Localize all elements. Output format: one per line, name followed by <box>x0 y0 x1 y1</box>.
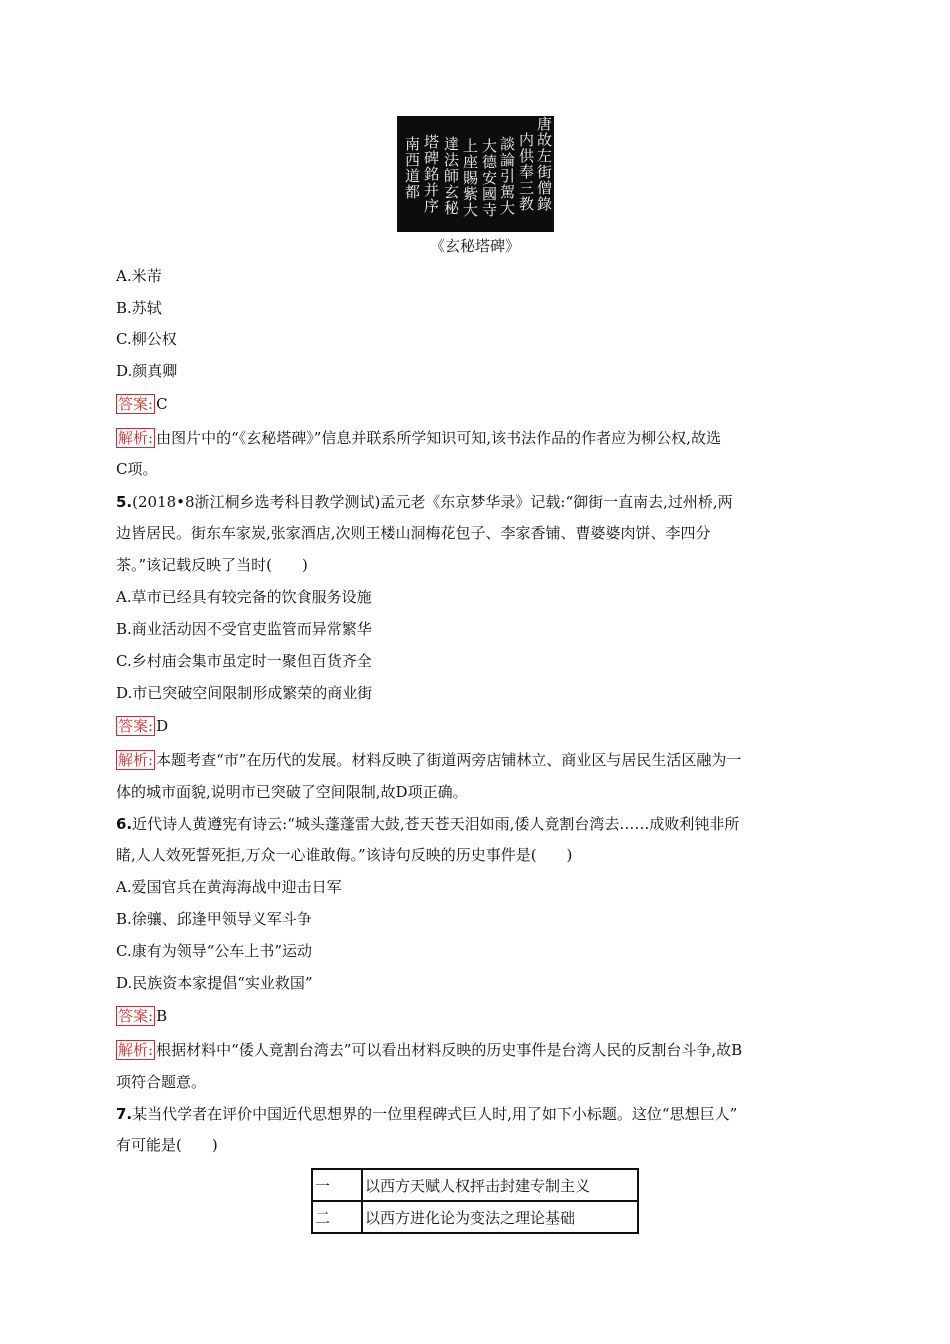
figure-caption: 《玄秘塔碑》 <box>429 237 520 255</box>
analysis-text: 由图片中的“《玄秘塔碑》”信息并联系所学知识可知,该书法作品的作者应为柳公权,故选 <box>156 429 721 447</box>
q6-stem <box>116 814 739 834</box>
table-cell-index: 一 <box>312 1169 362 1201</box>
stem-text: 某当代学者在评价中国近代思想界的一位里程碑式巨人时,用了如下小标题。这位“思想巨人” <box>132 1105 738 1123</box>
q6-option-d: D.民族资本家提倡“实业救国” <box>116 974 313 992</box>
table-row <box>312 1201 638 1233</box>
q4-option-c: C.柳公权 <box>116 330 177 348</box>
q6-stem-line: 睹,人人效死誓死拒,万众一心谁敢侮。”该诗句反映的历史事件是( ) <box>116 846 573 864</box>
q5-analysis <box>116 750 741 770</box>
q4-option-d: D.颜真卿 <box>116 362 178 380</box>
q5-option-b: B.商业活动因不受官吏监管而异常繁华 <box>116 620 372 638</box>
q5-stem-line: 茶。”该记载反映了当时( ) <box>116 556 308 574</box>
table-row <box>312 1169 638 1201</box>
q6-analysis <box>116 1040 742 1060</box>
q5-stem-line: 边皆居民。街东车家炭,张家酒店,次则王楼山洞梅花包子、李家香铺、曹婆婆肉饼、李四分 <box>116 524 711 542</box>
question-number: 6. <box>116 815 133 833</box>
q4-option-b: B.苏轼 <box>116 299 162 317</box>
q4-analysis <box>116 428 721 448</box>
stem-text: 近代诗人黄遵宪有诗云:“城头蓬蓬雷大鼓,苍天苍天泪如雨,倭人竟割台湾去……成败利钝非所 <box>132 815 740 833</box>
stem-text: (2018•8浙江桐乡选考科目教学测试)孟元老《东京梦华录》记载:“御街一直南去,过州桥,两 <box>132 493 733 511</box>
rubbing-column: 達法師玄秘 <box>442 136 460 216</box>
answer-value: D <box>156 717 169 735</box>
answer-label: 答案: <box>118 717 154 735</box>
table-cell-index: 二 <box>312 1201 362 1233</box>
analysis-label: 解析: <box>118 751 154 769</box>
q4-option-a: A.米芾 <box>116 267 162 285</box>
q7-heading-table <box>311 1168 639 1234</box>
stele-rubbing-image <box>397 116 554 232</box>
q4-answer <box>116 394 168 414</box>
q5-answer <box>116 716 168 736</box>
rubbing-column: 内供奉三教 <box>517 132 535 212</box>
q5-option-d: D.市已突破空间限制形成繁荣的商业街 <box>116 684 373 702</box>
answer-value: C <box>156 395 168 413</box>
rubbing-column: 南西道都 <box>403 136 421 200</box>
q6-option-c: C.康有为领导“公车上书”运动 <box>116 942 313 960</box>
q7-stem <box>116 1104 737 1124</box>
analysis-text: 本题考查“市”在历代的发展。材料反映了街道两旁店铺林立、商业区与居民生活区融为一 <box>156 751 742 769</box>
question-number: 5. <box>116 493 133 511</box>
answer-value: B <box>156 1007 168 1025</box>
rubbing-column: 塔碑銘并序 <box>422 134 440 214</box>
q6-option-b: B.徐骧、邱逢甲领导义军斗争 <box>116 910 312 928</box>
q7-stem-line: 有可能是( ) <box>116 1136 218 1154</box>
analysis-label: 解析: <box>118 1041 154 1059</box>
table-cell-text: 以西方天赋人权抨击封建专制主义 <box>362 1169 638 1201</box>
q5-option-a: A.草市已经具有较完备的饮食服务设施 <box>116 588 372 606</box>
question-number: 7. <box>116 1105 133 1123</box>
q6-analysis-line: 项符合题意。 <box>116 1073 207 1091</box>
q5-stem <box>116 492 733 512</box>
q6-option-a: A.爱国官兵在黄海海战中迎击日军 <box>116 878 342 896</box>
analysis-text: 根据材料中“倭人竟割台湾去”可以看出材料反映的历史事件是台湾人民的反割台斗争,故B <box>156 1041 743 1059</box>
analysis-label: 解析: <box>118 429 154 447</box>
rubbing-column: 上座賜紫大 <box>461 138 479 218</box>
answer-label: 答案: <box>118 395 154 413</box>
rubbing-column: 談論引駕大 <box>498 136 516 216</box>
q5-analysis-line: 体的城市面貌,说明市已突破了空间限制,故D项正确。 <box>116 783 468 801</box>
q4-analysis-line: C项。 <box>116 460 158 478</box>
rubbing-column: 大德安國寺 <box>480 138 498 218</box>
q5-option-c: C.乡村庙会集市虽定时一聚但百货齐全 <box>116 652 372 670</box>
rubbing-column: 唐故左街僧錄 <box>535 116 553 212</box>
answer-label: 答案: <box>118 1007 154 1025</box>
table-cell-text: 以西方进化论为变法之理论基础 <box>362 1201 638 1233</box>
q6-answer <box>116 1006 167 1026</box>
